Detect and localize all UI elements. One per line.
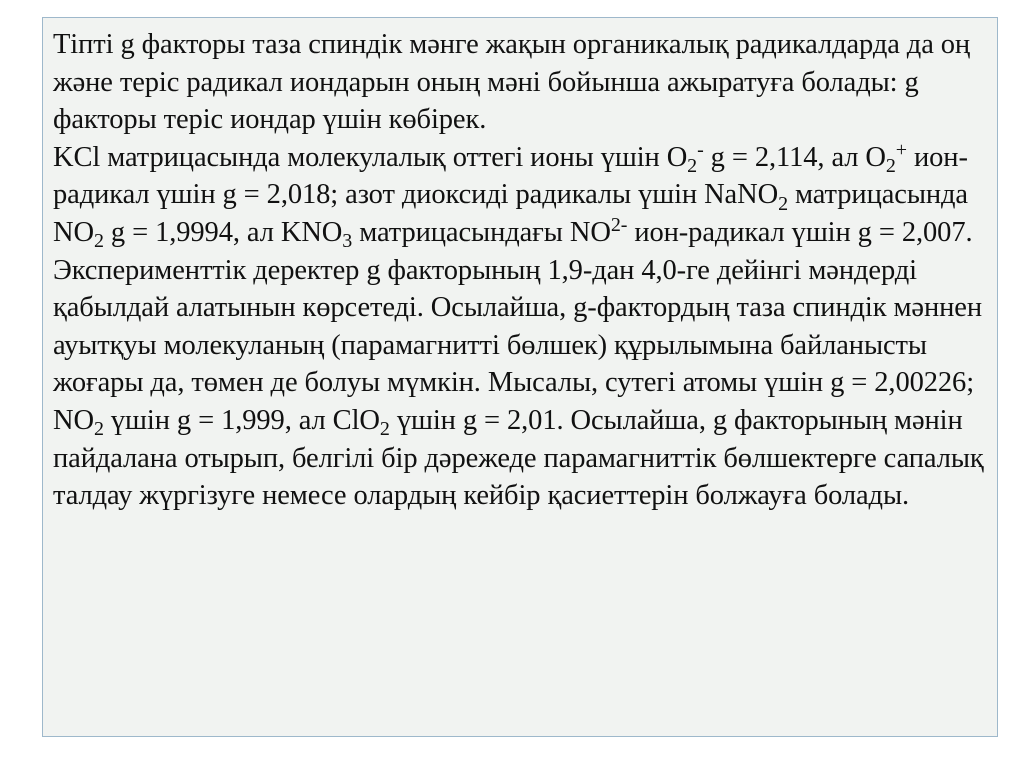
text-run: Эксперименттік деректер g факторының 1,9-дан 4,0-ге дейінгі мәндерді қабылдай алатынын көрсетеді. Осылайша, g-фактордың таза спиндік мәннен ауытқуы молекуланың (парамагнитті бөлшек) құрылымына байланысты жоғары да, төмен де болуы мүмкін. Мысалы, сутегі атомы үшін g = 2,00226; NO [53, 254, 982, 436]
paragraph-g-factor-examples [53, 139, 987, 252]
subscript: 2 [93, 230, 104, 253]
subscript: 3 [342, 230, 353, 253]
text-run: ион-радикал үшін g = 2,018; азот диоксиді радикалы үшін NaNO [53, 141, 968, 211]
text-run: үшін g = 1,999, ал ClO [103, 404, 380, 436]
text-run: Тіпті g факторы таза спиндік мәнге жақын органикалық радикалдарда да оң және теріс радикал иондарын оның мәні бойынша ажыратуға болады: g факторы теріс иондар үшін көбірек. [53, 29, 971, 136]
superscript: - [697, 139, 704, 162]
subscript: 2 [379, 418, 390, 441]
subscript: 2 [778, 192, 788, 215]
superscript: 2- [610, 214, 628, 237]
subscript: 2 [885, 155, 896, 178]
text-run: ион-радикал үшін g = 2,007. [627, 216, 973, 248]
text-box [42, 17, 998, 737]
text-run: үшін g = 2,01. Осылайша, g факторының мәнін пайдалана отырып, белгілі бір дәрежеде парамагниттік бөлшектерге сапалық талдау жүргізуге немесе олардың кейбір қасиеттерін болжауға болады. [53, 404, 984, 512]
text-run: матрицасында NO [53, 179, 968, 248]
subscript: 2 [687, 155, 698, 178]
paragraph-g-factor-range [53, 252, 987, 515]
paragraph-g-factor-intro [53, 26, 987, 139]
text-run: матрицасындағы NO [352, 216, 611, 248]
text-run: KCl матрицасында молекулалық оттегі ионы үшін O [53, 141, 688, 173]
text-run: g = 2,114, ал O [703, 141, 886, 173]
subscript: 2 [93, 418, 104, 441]
superscript: + [895, 139, 907, 162]
text-run: g = 1,9994, ал KNO [103, 216, 343, 248]
